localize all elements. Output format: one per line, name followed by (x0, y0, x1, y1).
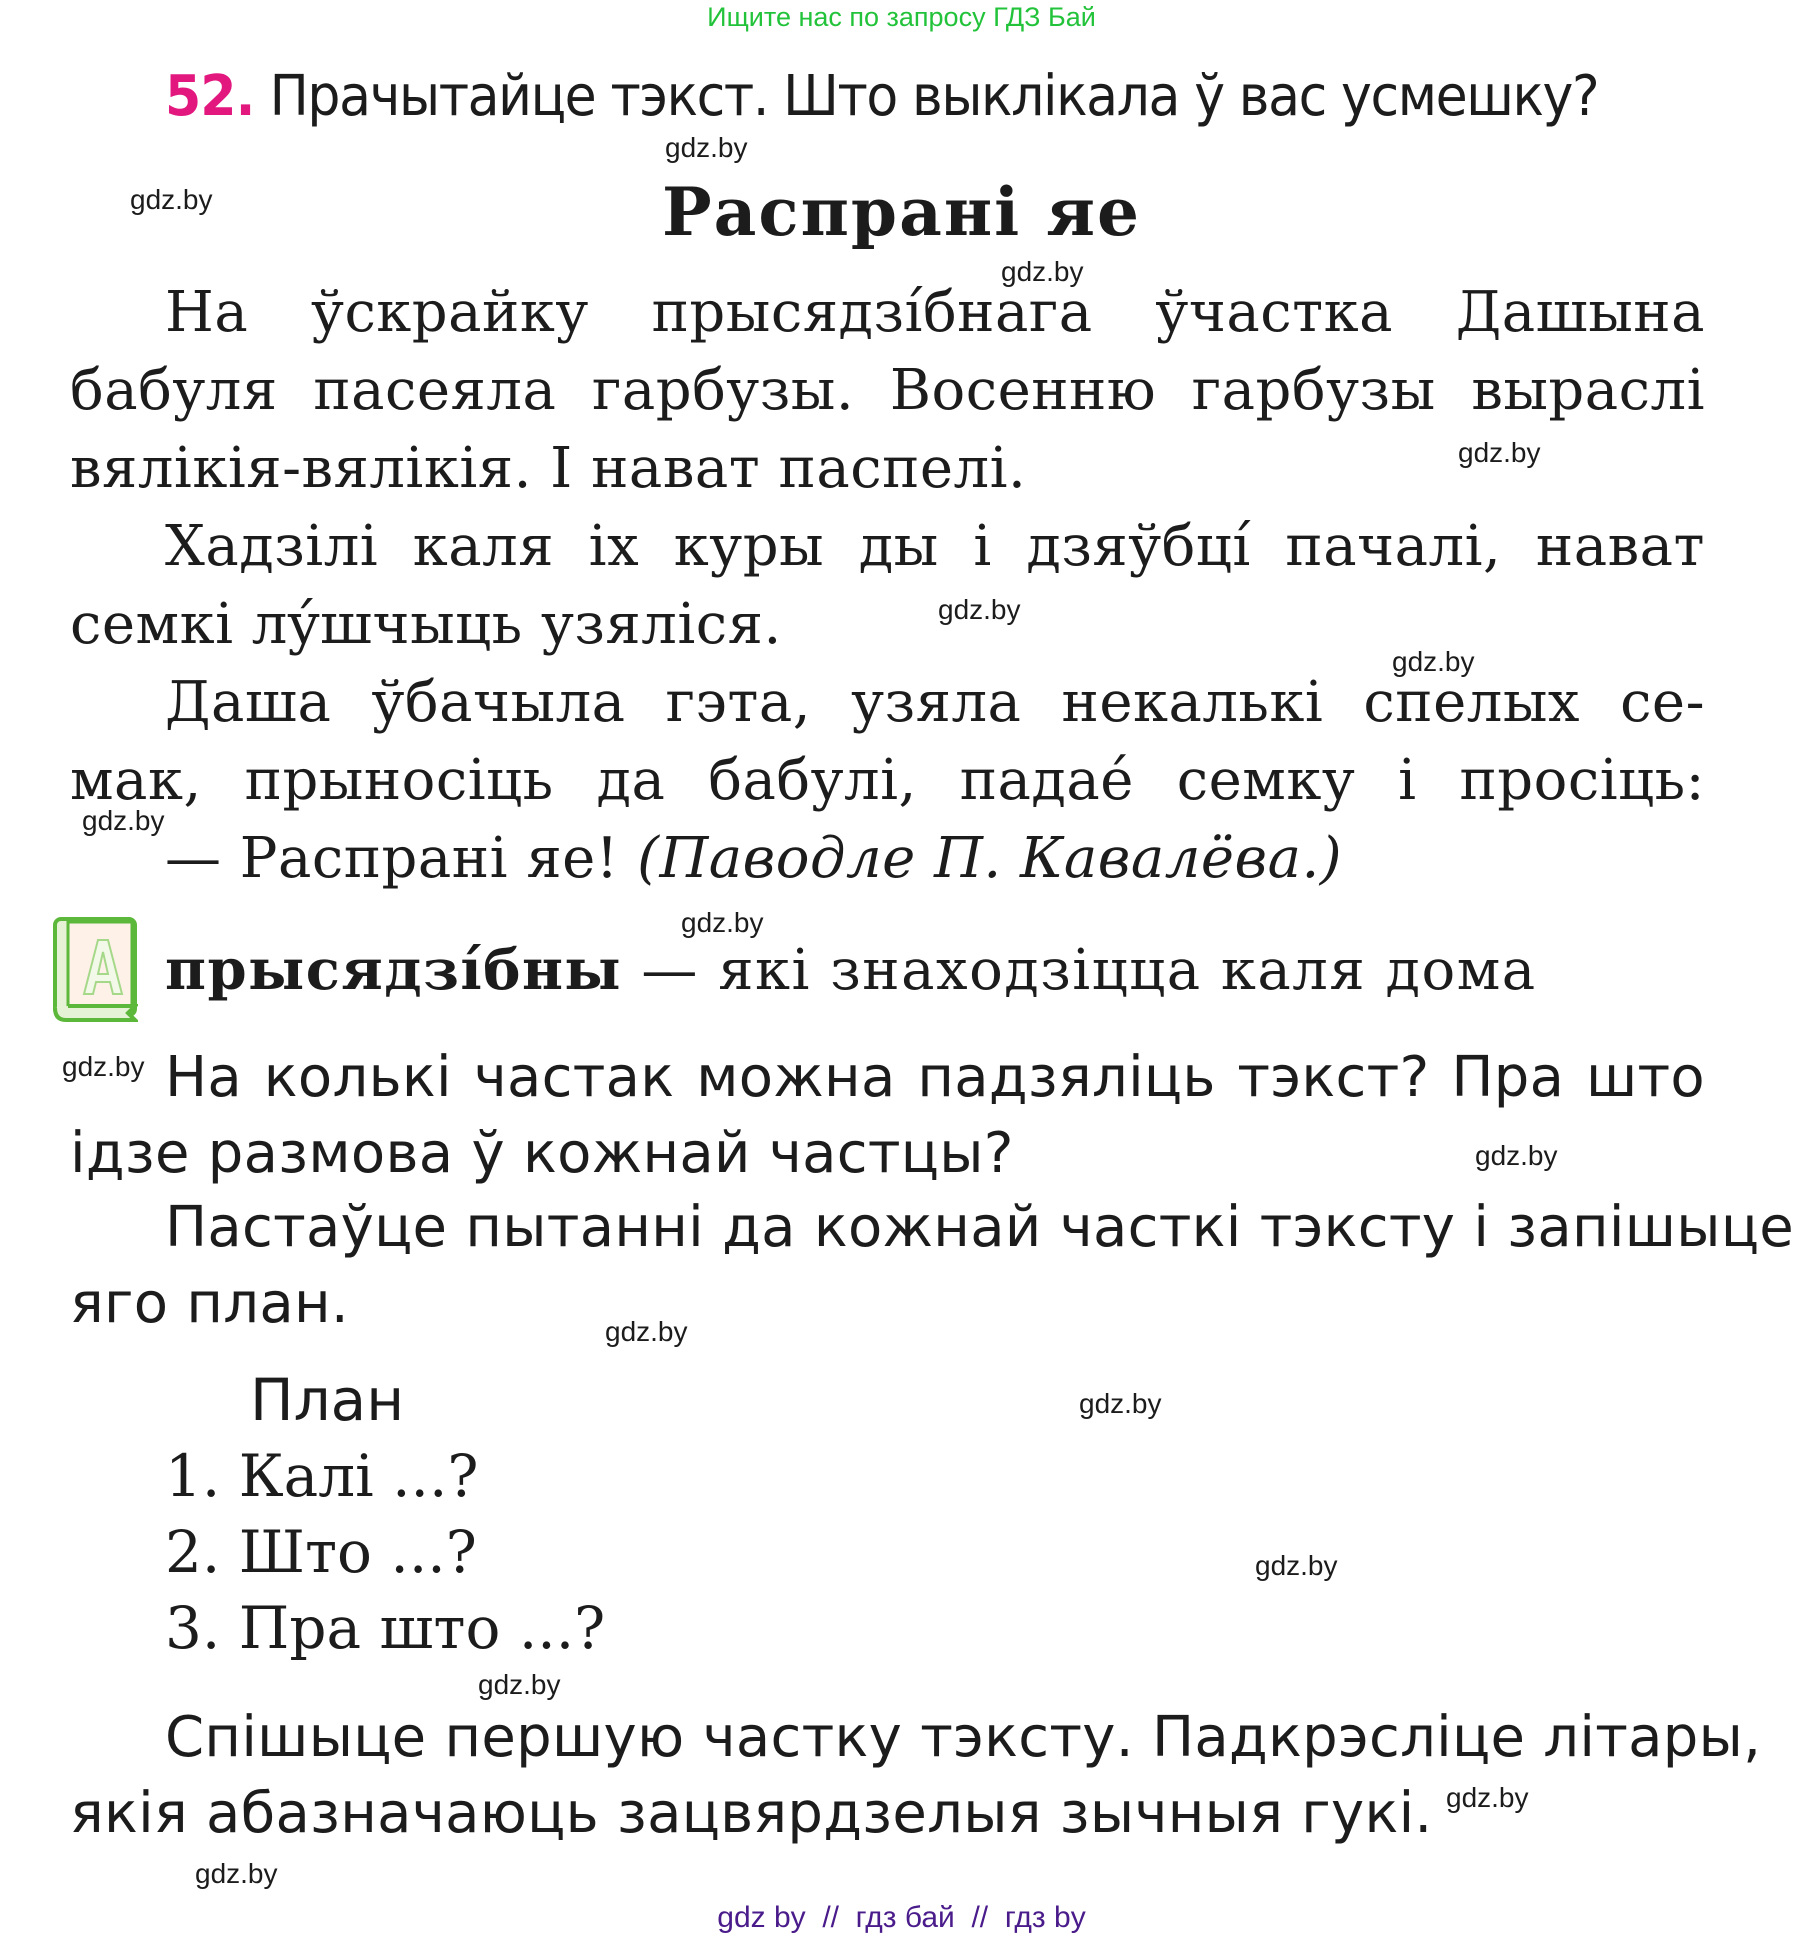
glossary-entry (165, 934, 1537, 1007)
watermark: gdz.by (478, 1669, 561, 1700)
watermark: gdz.by (195, 1858, 278, 1889)
question-1-line-1: На колькі частак можна падзяліць тэкст? Пра што (165, 1045, 1705, 1110)
story-line-1: На ўскрайку прысядзíбнага ўчастка Дашына (165, 280, 1705, 345)
question-2-line-2: яго план. (70, 1271, 350, 1336)
story-line-2: бабуля пасеяла гарбузы. Восенню гарбузы выраслі (70, 358, 1705, 423)
glossary-dash: — (641, 938, 699, 1003)
story-line-3: вялікія-вялікія. І нават паспелі. (70, 436, 1027, 501)
question-2-line-1: Пастаўце пытанні да кожнай часткі тэксту і запішыце (165, 1195, 1794, 1260)
glossary-definition: які знаходзіцца каля дома (718, 938, 1537, 1003)
story-line-6: Даша ўбачыла гэта, узяла некалькі спелых се- (165, 670, 1705, 735)
watermark: gdz.by (1079, 1388, 1162, 1419)
story-line-5: семкі лýшчыць узяліся. (70, 592, 782, 657)
watermark: gdz.by (681, 907, 764, 938)
task-number: 52. (165, 64, 255, 129)
plan-item-1: 1. Калі ...? (165, 1442, 479, 1510)
footer-links: gdz by // гдз бай // гдз by (717, 1901, 1086, 1934)
exercise-line-2: якія абазначаюць зацвярдзелыя зычныя гукі. (70, 1781, 1433, 1846)
dictionary-book-icon (52, 916, 138, 1028)
watermark: gdz.by (938, 594, 1021, 625)
story-line-4: Хадзілі каля іх куры ды і дзяўбцí пачалі, нават (165, 514, 1705, 579)
watermark: gdz.by (130, 184, 213, 215)
plan-title: План (250, 1366, 405, 1434)
task-heading (165, 62, 1598, 132)
watermark: gdz.by (1001, 256, 1084, 287)
story-quote: — Распрані яе! (165, 826, 619, 891)
question-1-line-2: ідзе размова ў кожнай частцы? (70, 1121, 1014, 1186)
watermark: gdz.by (82, 805, 165, 836)
watermark: gdz.by (62, 1051, 145, 1082)
plan-item-3: 3. Пра што ...? (165, 1594, 606, 1662)
watermark: gdz.by (1255, 1550, 1338, 1581)
glossary-term: прысядзíбны (165, 937, 623, 1003)
story-line-7: мак, прыносіць да бабулі, падаé семку і просіць: (70, 748, 1705, 813)
plan-item-2: 2. Што ...? (165, 1518, 477, 1586)
watermark: gdz.by (1392, 646, 1475, 677)
task-instruction: Прачытайце тэкст. Што выклікала ў вас усмешку? (269, 64, 1599, 129)
exercise-line-1: Спішыце першую частку тэксту. Падкрэсліце літары, (165, 1705, 1762, 1770)
story-citation: (Паводле П. Кавалёва.) (637, 826, 1343, 891)
story-line-8 (165, 820, 1342, 898)
search-banner: Ищите нас по запросу ГДЗ Бай (707, 2, 1096, 32)
story-title: Распрані яе (662, 173, 1141, 251)
watermark: gdz.by (605, 1316, 688, 1347)
watermark: gdz.by (665, 132, 748, 163)
watermark: gdz.by (1475, 1140, 1558, 1171)
watermark: gdz.by (1458, 437, 1541, 468)
watermark: gdz.by (1446, 1782, 1529, 1813)
